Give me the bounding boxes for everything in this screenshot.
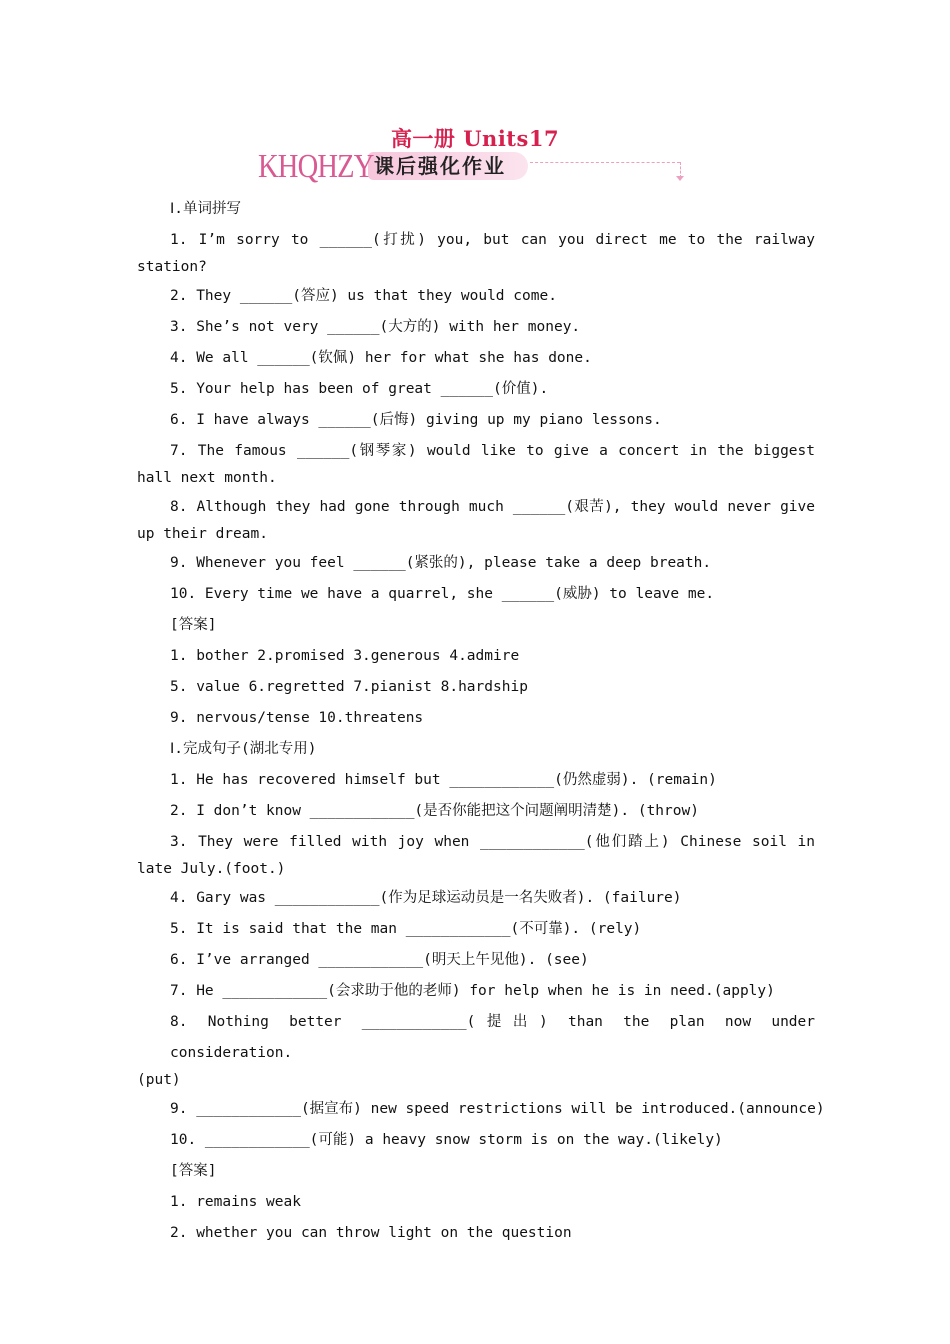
question-item-continuation: hall next month.: [137, 470, 277, 486]
question-item: 9. Whenever you feel ______(紧张的), please take a deep breath.: [170, 555, 712, 571]
question-item: 8. Although they had gone through much ______(艰苦), they would never give: [170, 499, 815, 515]
question-item: 6. I’ve arranged ____________(明天上午见他). (see): [170, 952, 589, 968]
answer-line: 1. remains weak: [170, 1194, 301, 1210]
question-item: 6. I have always ______(后悔) giving up my piano lessons.: [170, 412, 662, 428]
banner: [258, 148, 698, 188]
question-item: 1. I’m sorry to ______(打扰) you, but can you direct me to the railway: [170, 232, 815, 248]
answer-line: 1. bother 2.promised 3.generous 4.admire: [170, 648, 520, 664]
answer-line: 9. nervous/tense 10.threatens: [170, 710, 424, 726]
answer-line: 5. value 6.regretted 7.pianist 8.hardship: [170, 679, 528, 695]
question-item: 5. Your help has been of great ______(价值).: [170, 381, 549, 397]
question-item: 10. ____________(可能) a heavy snow storm is on the way.(likely): [170, 1132, 723, 1148]
question-item: 9. ____________(据宣布) new speed restrictions will be introduced.(announce): [170, 1101, 825, 1117]
banner-title: 课后强化作业: [374, 154, 506, 178]
section-heading: Ⅰ.完成句子(湖北专用): [170, 741, 317, 757]
question-item-continuation: up their dream.: [137, 526, 268, 542]
arrow-down-icon: [676, 176, 684, 181]
question-item: 5. It is said that the man ____________(不可靠). (rely): [170, 921, 642, 937]
answer-label: [答案]: [170, 1163, 217, 1179]
question-item: 10. Every time we have a quarrel, she ______(威胁) to leave me.: [170, 586, 715, 602]
answer-label: [答案]: [170, 617, 217, 633]
question-item-continuation: (put): [137, 1072, 181, 1088]
question-item: 7. The famous ______(钢琴家) would like to give a concert in the biggest: [170, 443, 815, 459]
question-item: 3. She’s not very ______(大方的) with her money.: [170, 319, 581, 335]
question-item-continuation: station?: [137, 259, 207, 275]
question-item: 4. We all ______(钦佩) her for what she has done.: [170, 350, 592, 366]
question-item-continuation: late July.(foot.): [137, 861, 286, 877]
question-item: 7. He ____________(会求助于他的老师) for help when he is in need.(apply): [170, 983, 775, 999]
banner-dashed-line: [530, 162, 680, 163]
question-item: 2. I don’t know ____________(是否你能把这个问题阐明清楚). (throw): [170, 803, 699, 819]
question-item: 8. Nothing better ____________(提出) than the plan now under consideration.: [170, 1014, 815, 1061]
section-heading: Ⅰ.单词拼写: [170, 201, 242, 217]
question-item: 1. He has recovered himself but ____________(仍然虚弱). (remain): [170, 772, 717, 788]
question-item: 2. They ______(答应) us that they would come.: [170, 288, 557, 304]
answer-line: 2. whether you can throw light on the question: [170, 1225, 572, 1241]
page-title: 高一册 Units17: [390, 126, 560, 151]
question-item: 3. They were filled with joy when ____________(他们踏上) Chinese soil in: [170, 834, 815, 850]
logo: KHQHZY: [258, 148, 374, 185]
content: [137, 194, 825, 1249]
question-item: 4. Gary was ____________(作为足球运动员是一名失败者). (failure): [170, 890, 682, 906]
